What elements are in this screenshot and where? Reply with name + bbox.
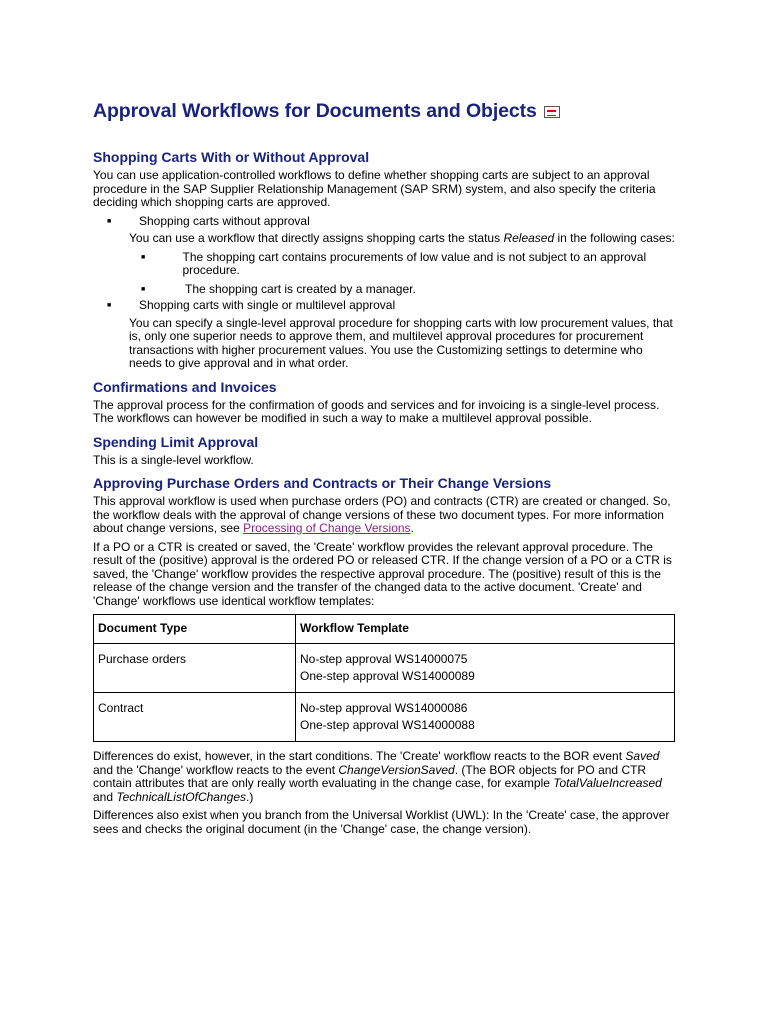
spending-text: This is a single-level workflow. — [93, 452, 254, 467]
bullet-label: Shopping carts without approval — [139, 213, 310, 228]
bullet-label: Shopping carts with single or multilevel approval — [139, 298, 396, 312]
workflow-template-cell — [296, 644, 675, 693]
column-header: Workflow Template — [296, 615, 675, 644]
shopping-intro: You can use application-controlled workflows to define whether shopping carts are subject to an approval procedure in the SAP Supplier Relationship Management (SAP SRM) system, and also specify the criteria deciding which shopping carts are approved. — [93, 168, 656, 209]
page-title — [93, 100, 677, 123]
document-type-cell: Purchase orders — [94, 644, 296, 693]
po-paragraph-4: Differences also exist when you branch from the Universal Worklist (UWL): In the 'Create' case, the approver sees and checks the original document (in the 'Change' case, the change version). — [93, 808, 670, 836]
text-span: . — [410, 521, 414, 535]
bullet-square-icon: ■ — [141, 253, 146, 261]
confirmations-text: The approval process for the confirmation of goods and services and for invoicing is a single-level process. The workflows can however be modified in such a way to make a multilevel approval possible. — [93, 397, 660, 425]
list-item — [93, 215, 677, 229]
workflow-template-table — [93, 614, 675, 742]
bullet-text — [129, 232, 677, 246]
attribute-name: TotalValueIncreased — [553, 776, 662, 790]
event-name: ChangeVersionSaved — [338, 762, 455, 777]
column-header: Document Type — [94, 615, 296, 644]
bullet-square-icon: ■ — [107, 217, 112, 225]
page-title-text: Approval Workflows for Documents and Objects — [93, 100, 537, 122]
bullet-square-icon: ■ — [141, 285, 146, 293]
status-released: Released — [503, 231, 555, 245]
section-heading-spending-limit: Spending Limit Approval — [93, 433, 259, 450]
text-span: You can use a workflow that directly assigns shopping carts the status — [129, 231, 504, 245]
list-item — [93, 299, 677, 313]
po-paragraph-3 — [93, 750, 677, 804]
workflow-template-cell — [296, 693, 675, 742]
event-name: Saved — [625, 749, 660, 763]
template-line: No-step approval WS14000075 — [300, 652, 468, 666]
table-row — [94, 644, 675, 693]
template-line: No-step approval WS14000086 — [300, 701, 468, 715]
bullet-text: You can specify a single-level approval procedure for shopping carts with low procurement values, that is, only one superior needs to approve them, and multilevel approval procedures for procurement transactions with higher procurement values. You use the Customizing settings to determine who needs to give approval and in what order. — [129, 315, 673, 370]
document-link-icon[interactable] — [544, 106, 560, 118]
text-span: This approval workflow is used when purchase orders (PO) and contracts (CTR) are created or changed. So, the workflow deals with the approval of change versions of these two document types. For more information about change versions, see — [93, 494, 671, 535]
attribute-name: TechnicalListOfChanges — [116, 789, 246, 804]
text-span: and the 'Change' workflow reacts to the event — [93, 762, 339, 777]
template-line: One-step approval WS14000088 — [300, 718, 475, 732]
sub-bullet-text: The shopping cart is created by a manager. — [185, 281, 416, 296]
po-paragraph-1 — [93, 495, 677, 536]
sub-bullet-text: The shopping cart contains procurements of low value and is not subject to an approval procedure. — [182, 249, 647, 277]
text-span: .) — [246, 789, 254, 804]
text-span: and — [93, 789, 117, 804]
text-span: in the following cases: — [554, 231, 675, 245]
table-header-row — [94, 615, 675, 644]
section-heading-confirmations: Confirmations and Invoices — [93, 378, 277, 395]
sub-list-item — [141, 283, 677, 297]
text-span: Differences do exist, however, in the start conditions. The 'Create' workflow reacts to the BOR event — [93, 749, 626, 763]
document-type-cell: Contract — [94, 693, 296, 742]
sub-list-item — [141, 251, 677, 278]
po-paragraph-2: If a PO or a CTR is created or saved, the 'Create' workflow provides the relevant approval procedure. The result of the (positive) approval is the ordered PO or released CTR. If the change version of a PO or a CTR is saved, the 'Change' workflow provides the respective approval procedure. The (positive) result of this is the release of the change version and the transfer of the changed data to the active document. 'Create' and 'Change' workflows use identical workflow templates: — [93, 539, 672, 608]
template-line: One-step approval WS14000089 — [300, 669, 475, 683]
processing-change-versions-link[interactable]: Processing of Change Versions — [243, 521, 411, 535]
text-span: . (The BOR objects for PO and CTR contain attributes that are only really worth evaluating in the change case, for example — [93, 762, 647, 790]
table-row — [94, 693, 675, 742]
bullet-square-icon: ■ — [107, 302, 112, 309]
section-heading-purchase-orders: Approving Purchase Orders and Contracts or Their Change Versions — [93, 475, 552, 491]
document-page — [93, 100, 677, 841]
section-heading-shopping: Shopping Carts With or Without Approval — [93, 149, 370, 165]
